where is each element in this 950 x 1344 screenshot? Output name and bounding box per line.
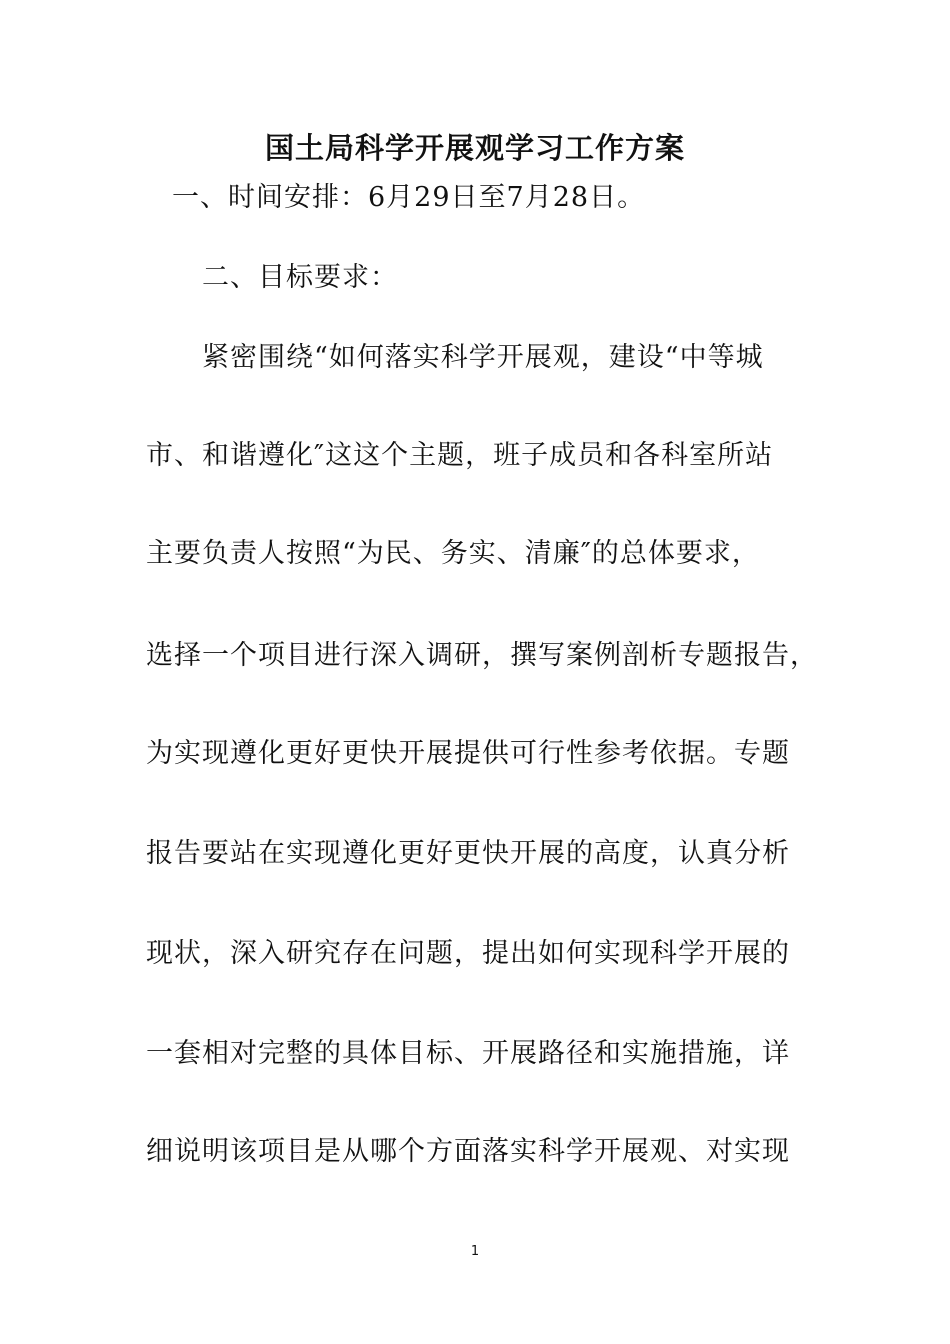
section-goal-heading: 二、目标要求： — [202, 262, 398, 293]
body-line: 一套相对完整的具体目标、开展路径和实施措施，详 — [146, 1038, 790, 1069]
body-line: 现状，深入研究存在问题，提出如何实现科学开展的 — [146, 938, 790, 969]
body-line: 为实现遵化更好更快开展提供可行性参考依据。专题 — [146, 738, 790, 769]
body-line: 报告要站在实现遵化更好更快开展的高度，认真分析 — [146, 838, 790, 869]
body-line: 紧密围绕“如何落实科学开展观，建设“中等城 — [202, 342, 764, 373]
body-line: 市、和谐遵化″这这个主题，班子成员和各科室所站 — [146, 440, 774, 471]
body-line: 细说明该项目是从哪个方面落实科学开展观、对实现 — [146, 1136, 790, 1167]
body-line: 选择一个项目进行深入调研，撰写案例剖析专题报告， — [146, 640, 818, 671]
section-time-schedule: 一、时间安排：6月29日至7月28日。 — [172, 182, 646, 213]
page-number: 1 — [470, 1244, 480, 1259]
document-title: 国土局科学开展观学习工作方案 — [264, 131, 685, 165]
body-line: 主要负责人按照“为民、务实、清廉″的总体要求， — [146, 538, 760, 569]
